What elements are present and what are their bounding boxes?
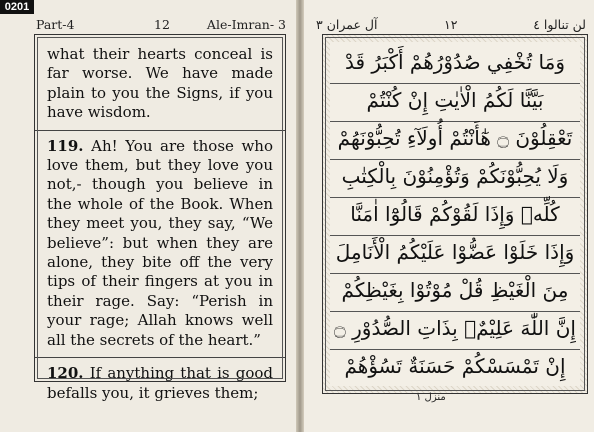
english-translation bbox=[47, 45, 273, 403]
paragraph-text: If anything that is good befalls you, it grieves them; bbox=[47, 364, 273, 402]
paragraph-119 bbox=[47, 137, 273, 350]
paragraph-text: Ah! You are those who love them, but they love you not,- though you believe in the whole of the Book. When they meet you, they say, “We believe”: but when they are alone, they bite off the very tips of their fingers at you in their rage. Say: “Perish in your rage; Allah knows well all the secrets of the heart.” bbox=[47, 136, 273, 349]
paragraph-text: what their hearts conceal is far worse. We have made plain to you the Signs, if you have wisdom. bbox=[47, 45, 273, 122]
paragraph-divider bbox=[35, 357, 285, 358]
arabic-line: كُلِّهٖ وَإِذَا لَقُوْكُمْ قَالُوْٓا اٰمَنَّا bbox=[330, 194, 580, 236]
arabic-line: وَمَا تُخْفِي صُدُوْرُهُمْ أَكْبَرُ قَدْ bbox=[330, 42, 580, 84]
surah-label: Ale-Imran- 3 bbox=[206, 17, 286, 32]
arabic-line: إِنَّ اللّٰهَ عَلِيْمٌۢ بِذَاتِ الصُّدُوْرِ ۝ bbox=[330, 308, 580, 350]
manzil-footer: منزل ١ bbox=[416, 392, 446, 403]
arabic-line: إِنْ تَمْسَسْكُمْ حَسَنَةٌ تَسُؤْهُمْ bbox=[344, 354, 566, 378]
right-header bbox=[316, 17, 586, 33]
right-page bbox=[300, 0, 594, 432]
verse-number: 119. bbox=[47, 136, 84, 155]
juz-label-arabic: لن تنالوا ٤ bbox=[533, 17, 586, 32]
left-text-frame bbox=[34, 34, 286, 402]
paragraph-divider bbox=[35, 130, 285, 131]
surah-label-arabic: آل عمران ٣ bbox=[316, 17, 378, 32]
paragraph-120 bbox=[47, 364, 273, 403]
arabic-frame bbox=[322, 34, 588, 394]
arabic-line: مِنَ الْغَيْظِ قُلْ مُوْتُوْا بِغَيْظِكُمْ bbox=[330, 270, 580, 312]
page-label: 0201 bbox=[0, 0, 34, 14]
arabic-line: بَيَّنَّا لَكُمُ الْاٰيٰتِ إِنْ كُنْتُمْ bbox=[330, 80, 580, 122]
arabic-line: تَعْقِلُوْنَ ۝ هٰٓأَنْتُمْ أُولَآءِ تُحِبُّوْنَهُمْ bbox=[330, 118, 580, 160]
book-gutter bbox=[296, 0, 304, 432]
arabic-line: وَلَا يُحِبُّوْنَكُمْ وَتُؤْمِنُوْنَ بِالْكِتٰبِ bbox=[330, 156, 580, 198]
left-page-number: 12 bbox=[154, 17, 170, 32]
right-page-number: ١٢ bbox=[444, 17, 458, 32]
arabic-line: وَإِذَا خَلَوْا عَضُّوْا عَلَيْكُمُ الْأَنَامِلَ bbox=[330, 232, 580, 274]
part-label: Part-4 bbox=[36, 17, 75, 32]
arabic-text-block bbox=[330, 42, 580, 386]
left-header bbox=[36, 17, 286, 33]
paragraph-1 bbox=[47, 45, 273, 123]
verse-number: 120. bbox=[47, 364, 84, 383]
